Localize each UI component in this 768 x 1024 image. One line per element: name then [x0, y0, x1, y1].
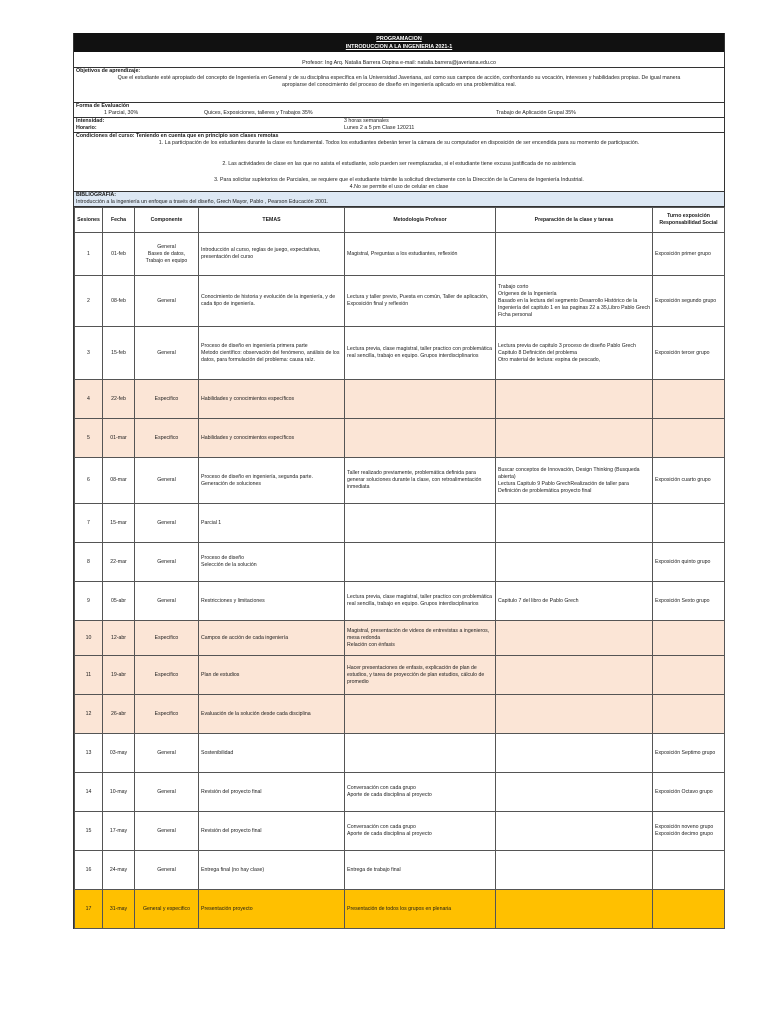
cell-prep — [496, 504, 653, 543]
cell-date: 12-abr — [103, 621, 135, 656]
cell-turn — [653, 419, 725, 458]
cell-turn: Exposición segundo grupo — [653, 276, 725, 327]
condition-1: 1. La participación de los estudiantes durante la clase es fundamental. Todos los estudiantes deberán tener la cámara de su computador en disposición de ser encendida para su momento de participación. — [158, 140, 640, 146]
cell-prep — [496, 419, 653, 458]
cell-date: 19-abr — [103, 656, 135, 695]
cell-turn — [653, 695, 725, 734]
intensity-label: Intensidad: — [76, 118, 105, 124]
cell-prep: Lectura previa de capitulo 3 proceso de diseño Pablo Grech Capitulo 8 Definición del problema Otro material de lectura: espina de pescado, — [496, 327, 653, 380]
cell-topics: Habilidades y conocimientos específicos — [199, 380, 345, 419]
condition-2: 2. Las actividades de clase en las que no asista el estudiante, solo pueden ser reemplazadas, si el estudiante tiene excusa justificada de no asistencia — [222, 161, 576, 167]
table-header-row — [75, 208, 725, 233]
cell-component: General — [135, 773, 199, 812]
header-subtitle: INTRODUCCION A LA INGENIERIA 2021-1 — [345, 44, 453, 50]
cell-date: 10-may — [103, 773, 135, 812]
table-row — [75, 695, 725, 734]
table-row — [75, 656, 725, 695]
cell-component: General Bases de datos, Trabajo en equipo — [135, 233, 199, 276]
cell-turn: Exposición noveno grupo Exposición decimo grupo — [653, 812, 725, 851]
cell-component: General — [135, 276, 199, 327]
cell-prep — [496, 812, 653, 851]
cell-component: General — [135, 543, 199, 582]
bibliography-box — [74, 191, 724, 207]
cell-method: Conversación con cada grupo Aporte de cada disciplina al proyecto — [345, 773, 496, 812]
table-row — [75, 419, 725, 458]
cell-prep: Buscar conceptos de Innovación, Design Thinking (Busqueda abierta) Lectura Capitulo 9 Pablo GrechRealización de taller para Definición de problemática proyecto final — [496, 458, 653, 504]
objectives-line1: Que el estudiante esté apropiado del concepto de Ingeniería en General y de su disciplina específica en la Universidad Javeriana, así como sus campos de acción, confrontando su vocación, intereses y habilidades propias. De igual manera — [117, 75, 681, 81]
table-row — [75, 233, 725, 276]
cell-prep: Trabajo corto Orígenes de la Ingeniería Basado en la lectura del segmento Desarrollo Histórico de la Ingeniería del capitulo 1 en las paginas 22 a 35,Libro Pablo Grech Ficha personal — [496, 276, 653, 327]
cell-method — [345, 504, 496, 543]
cell-component: General — [135, 734, 199, 773]
cell-session: 4 — [75, 380, 103, 419]
cell-date: 22-feb — [103, 380, 135, 419]
cell-date: 01-feb — [103, 233, 135, 276]
bibliography-label: BIBLIOGRAFIA: — [76, 192, 117, 198]
schedule-value: Lunes 2 a 5 pm Clase 120211 — [344, 125, 415, 131]
cell-topics: Evaluación de la solución desde cada disciplina — [199, 695, 345, 734]
cell-method — [345, 543, 496, 582]
cell-method: Hacer presentaciones de enfasis, explicación de plan de estudios, y tarea de proyección de plan estudios, cálculo de promedio — [345, 656, 496, 695]
header-title: PROGRAMACION — [376, 36, 422, 42]
cell-turn — [653, 621, 725, 656]
cell-method: Magistral, presentación de videos de entrevistas a ingenieros, mesa redonda Relación con énfasis — [345, 621, 496, 656]
cell-method: Conversación con cada grupo Aporte de cada disciplina al proyecto — [345, 812, 496, 851]
cell-topics: Conocimiento de historia y evolución de la ingeniería, y de cada tipo de ingeniería. — [199, 276, 345, 327]
cell-component: Especifico — [135, 656, 199, 695]
objectives-line2: apropiarse del conocimiento del proceso de diseño en ingeniería aplicado en una problemática real. — [281, 82, 517, 88]
cell-topics: Introducción al curso, reglas de juego, expectativas, presentación del curso — [199, 233, 345, 276]
cell-turn: Exposición cuarto grupo — [653, 458, 725, 504]
cell-prep: Capitulo 7 del libro de Pablo Grech — [496, 582, 653, 621]
table-row — [75, 504, 725, 543]
table-row — [75, 380, 725, 419]
cell-prep — [496, 851, 653, 890]
cell-component: General y especifico — [135, 890, 199, 929]
cell-method — [345, 695, 496, 734]
cell-session: 16 — [75, 851, 103, 890]
cell-component: Especifico — [135, 419, 199, 458]
objectives-label: Objetivos de aprendizaje: — [74, 67, 724, 75]
cell-session: 8 — [75, 543, 103, 582]
cell-topics: Campos de acción de cada ingeniería — [199, 621, 345, 656]
cell-date: 15-mar — [103, 504, 135, 543]
cell-session: 12 — [75, 695, 103, 734]
bibliography-text: Introducción a la ingeniería un enfoque a través del diseño, Grech Mayor, Pablo , Pearson Educación 2001. — [76, 199, 329, 205]
col-header-session: Sesiones — [75, 208, 103, 233]
cell-date: 05-abr — [103, 582, 135, 621]
schedule-row — [74, 125, 724, 132]
cell-method: Taller realizado previamente, problemática definida para generar soluciones durante la clase, con retroalimentación inmediata — [345, 458, 496, 504]
cell-method: Lectura y taller previo, Puesta en común, Taller de aplicación, Exposición final y reflexión — [345, 276, 496, 327]
cell-session: 17 — [75, 890, 103, 929]
cell-turn — [653, 380, 725, 419]
cell-method — [345, 380, 496, 419]
intensity-row — [74, 117, 724, 125]
course-schedule-sheet — [73, 33, 725, 929]
col-header-prep: Preparación de la clase y tareas — [496, 208, 653, 233]
cell-session: 7 — [75, 504, 103, 543]
evaluation-label: Forma de Evaluación — [74, 102, 724, 110]
cell-component: General — [135, 458, 199, 504]
table-row — [75, 458, 725, 504]
evaluation-item1: 1 Parcial, 30% — [104, 110, 139, 116]
cell-topics: Restricciones y limitaciones — [199, 582, 345, 621]
cell-method: Lectura previa, clase magistral, taller practico con problemática real sencilla, trabajo en equipo. Grupos interdisciplinarios — [345, 582, 496, 621]
col-header-component: Componente — [135, 208, 199, 233]
cell-session: 15 — [75, 812, 103, 851]
cell-turn: Exposición quinto grupo — [653, 543, 725, 582]
cell-session: 2 — [75, 276, 103, 327]
table-row — [75, 851, 725, 890]
cell-method: Lectura previa, clase magistral, taller practico con problemática real sencilla, trabajo en equipo. Grupos interdisciplinarios — [345, 327, 496, 380]
sessions-table — [74, 207, 725, 929]
cell-topics: Parcial 1 — [199, 504, 345, 543]
evaluation-item3: Trabajo de Aplicación Grupal 35% — [496, 110, 576, 116]
cell-session: 13 — [75, 734, 103, 773]
cell-turn: Exposición Sexto grupo — [653, 582, 725, 621]
cell-component: General — [135, 504, 199, 543]
cell-session: 10 — [75, 621, 103, 656]
cell-session: 9 — [75, 582, 103, 621]
cell-prep — [496, 734, 653, 773]
cell-component: Especifico — [135, 695, 199, 734]
condition-3: 3. Para solicitar supletorios de Parciales, se requiere que el estudiante trámite la solicitud directamente con la Dirección de la Carrera de Ingeniería Industrial. — [214, 177, 584, 183]
evaluation-row — [74, 110, 724, 117]
cell-session: 5 — [75, 419, 103, 458]
cell-component: General — [135, 327, 199, 380]
intensity-value: 3 horas semanales — [344, 118, 389, 124]
cell-topics: Plan de estudios — [199, 656, 345, 695]
cell-date: 03-may — [103, 734, 135, 773]
cell-date: 31-may — [103, 890, 135, 929]
cell-prep — [496, 890, 653, 929]
cell-component: Especifico — [135, 621, 199, 656]
table-row — [75, 621, 725, 656]
cell-date: 26-abr — [103, 695, 135, 734]
cell-topics: Revisión del proyecto final — [199, 773, 345, 812]
table-row — [75, 276, 725, 327]
cell-turn: Exposición Septimo grupo — [653, 734, 725, 773]
cell-prep — [496, 695, 653, 734]
cell-prep — [496, 773, 653, 812]
cell-prep — [496, 656, 653, 695]
col-header-method: Metodologia Profesor — [345, 208, 496, 233]
cell-date: 17-may — [103, 812, 135, 851]
cell-component: General — [135, 812, 199, 851]
table-row — [75, 734, 725, 773]
col-header-topics: TEMAS — [199, 208, 345, 233]
cell-component: General — [135, 851, 199, 890]
cell-method — [345, 734, 496, 773]
evaluation-item2: Quices, Exposiciones, talleres y Trabajos 35% — [204, 110, 313, 116]
table-row — [75, 812, 725, 851]
cell-date: 01-mar — [103, 419, 135, 458]
cell-prep — [496, 621, 653, 656]
cell-topics: Sostenibilidad — [199, 734, 345, 773]
cell-date: 22-mar — [103, 543, 135, 582]
cell-topics: Proceso de diseño en ingeniería primera parte Metodo científico: observación del fenómeno, análisis de los datos, para formulación del problema: causa raíz. — [199, 327, 345, 380]
cell-prep — [496, 233, 653, 276]
cell-date: 08-feb — [103, 276, 135, 327]
cell-turn — [653, 504, 725, 543]
cell-topics: Revisión del proyecto final — [199, 812, 345, 851]
cell-prep — [496, 543, 653, 582]
cell-session: 11 — [75, 656, 103, 695]
cell-turn: Exposición tercer grupo — [653, 327, 725, 380]
cell-date: 08-mar — [103, 458, 135, 504]
cell-component: General — [135, 582, 199, 621]
cell-session: 3 — [75, 327, 103, 380]
cell-method — [345, 419, 496, 458]
cell-turn — [653, 851, 725, 890]
cell-turn: Exposición primer grupo — [653, 233, 725, 276]
table-row — [75, 543, 725, 582]
condition-4: 4.No se permite el uso de celular en clase — [349, 184, 449, 190]
table-row — [75, 582, 725, 621]
cell-topics: Presentación proyecto — [199, 890, 345, 929]
cell-topics: Proceso de diseño en ingeniería, segunda parte. Generación de soluciones — [199, 458, 345, 504]
cell-date: 24-may — [103, 851, 135, 890]
table-row — [75, 327, 725, 380]
cell-date: 15-feb — [103, 327, 135, 380]
cell-method: Presentación de todos los grupos en plenaria — [345, 890, 496, 929]
cell-component: Especifico — [135, 380, 199, 419]
cell-topics: Habilidades y conocimientos específicos — [199, 419, 345, 458]
professor-line: Profesor: Ing Arq. Natalia Barrera Ospina e-mail: natalia.barrera@javeriana.edu.co — [302, 60, 496, 66]
col-header-turn: Turno exposición Responsabilidad Social — [653, 208, 725, 233]
table-row — [75, 890, 725, 929]
cell-session: 6 — [75, 458, 103, 504]
cell-prep — [496, 380, 653, 419]
sheet-header — [74, 33, 724, 52]
table-row — [75, 773, 725, 812]
cell-session: 1 — [75, 233, 103, 276]
cell-turn — [653, 890, 725, 929]
cell-turn — [653, 656, 725, 695]
cell-session: 14 — [75, 773, 103, 812]
cell-turn: Exposición Octavo grupo — [653, 773, 725, 812]
cell-topics: Entrega final (no hay clase) — [199, 851, 345, 890]
cell-method: Entrega de trabajo final — [345, 851, 496, 890]
cell-method: Magistral, Preguntas a los estudiantes, reflexión — [345, 233, 496, 276]
col-header-date: Fecha — [103, 208, 135, 233]
schedule-label: Horario: — [76, 125, 97, 131]
conditions-label: Condiciones del curso: Teniendo en cuenta que en principio son clases remotas — [74, 132, 724, 140]
cell-topics: Proceso de diseño Selección de la solución — [199, 543, 345, 582]
